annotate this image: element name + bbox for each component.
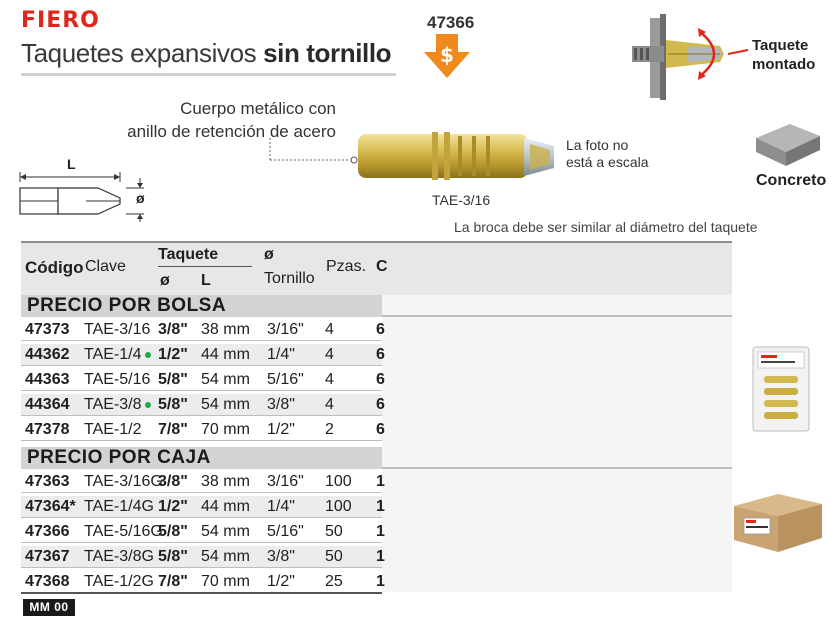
section-divider [382, 315, 732, 317]
product-code [25, 419, 70, 441]
header-clave: Clave [85, 258, 126, 275]
cut-off-value-text: 1 [376, 473, 385, 490]
product-clave-text: TAE-3/8G [84, 548, 154, 565]
product-code [25, 521, 70, 543]
anchor-diameter-text: 5/8" [158, 523, 188, 540]
pieces-count-text: 2 [325, 421, 334, 438]
header-length: L [201, 272, 211, 289]
anchor-length [201, 471, 250, 493]
title-bold: sin tornillo [263, 38, 392, 68]
table-row [21, 496, 385, 518]
table-row [21, 319, 385, 341]
body-callout-line2: anillo de retención de acero [127, 122, 336, 141]
anchor-length-text: 38 mm [201, 321, 250, 338]
anchor-length-text: 38 mm [201, 473, 250, 490]
screw-diameter-text: 3/8" [267, 548, 295, 565]
header-code: Código [25, 258, 84, 277]
anchor-diameter [158, 369, 188, 391]
anchor-diameter [158, 319, 188, 341]
anchor-photo [268, 122, 568, 184]
screw-diameter-text: 3/16" [267, 473, 304, 490]
product-code [25, 471, 70, 493]
pieces-count-text: 50 [325, 523, 343, 540]
cut-off-value [376, 471, 385, 493]
anchor-length-text: 44 mm [201, 346, 250, 363]
table-row [21, 419, 385, 441]
product-code [25, 369, 70, 391]
svg-text:$: $ [440, 43, 454, 67]
product-clave-text: TAE-5/16G [84, 523, 163, 540]
anchor-diameter-text: 1/2" [158, 346, 188, 363]
anchor-diameter [158, 471, 188, 493]
product-clave [84, 369, 150, 391]
anchor-length [201, 319, 250, 341]
table-row [21, 344, 385, 366]
anchor-diameter [158, 521, 188, 543]
anchor-length-text: 70 mm [201, 421, 250, 438]
screw-diameter-text: 1/2" [267, 421, 295, 438]
anchor-length [201, 496, 250, 518]
table-row [21, 471, 385, 493]
header-diameter: ø [160, 272, 170, 289]
pieces-count-text: 100 [325, 498, 352, 515]
product-code-text: 47363 [25, 473, 70, 490]
pieces-count-text: 4 [325, 396, 334, 413]
section-divider [382, 467, 732, 469]
availability-dot-icon [145, 402, 151, 408]
title-regular: Taquetes expansivos [21, 38, 264, 68]
product-code-text: 44363 [25, 371, 70, 388]
anchor-length-text: 70 mm [201, 573, 250, 590]
concrete-label: Concreto [756, 172, 827, 189]
promo-code: 47366 [427, 13, 475, 32]
pieces-count [325, 419, 334, 441]
product-clave-text: TAE-1/2 [84, 421, 142, 438]
anchor-diameter-text: 3/8" [158, 473, 188, 490]
anchor-diameter-text: 1/2" [158, 498, 188, 515]
product-clave [84, 344, 151, 366]
product-code [25, 319, 70, 341]
product-clave-text: TAE-1/2G [84, 573, 154, 590]
cut-off-value [376, 496, 385, 518]
screw-diameter [267, 571, 295, 593]
price-arrow-icon [424, 34, 470, 78]
anchor-length-text: 54 mm [201, 548, 250, 565]
header-taquete-rule [158, 266, 252, 267]
product-code-text: 47366 [25, 523, 70, 540]
anchor-length [201, 546, 250, 568]
page-tag: MM 00 [23, 599, 75, 616]
product-clave [84, 546, 154, 568]
anchor-diameter [158, 394, 188, 416]
header-taquete: Taquete [158, 246, 219, 263]
cut-off-value [376, 344, 385, 366]
screw-diameter-text: 3/8" [267, 396, 295, 413]
product-code-text: 47368 [25, 573, 70, 590]
header-screw: Tornillo [264, 270, 315, 287]
table-bottom-rule [21, 592, 382, 594]
cut-off-value-text: 6 [376, 346, 385, 363]
pieces-count-text: 4 [325, 346, 334, 363]
mounted-anchor-illustration [628, 10, 748, 100]
pieces-count [325, 571, 343, 593]
anchor-length [201, 521, 250, 543]
product-clave [84, 571, 154, 593]
pieces-count [325, 471, 352, 493]
screw-diameter [267, 521, 304, 543]
pieces-count [325, 369, 334, 391]
screw-diameter [267, 546, 295, 568]
availability-dot-icon [145, 352, 151, 358]
pieces-count-text: 100 [325, 473, 352, 490]
cut-off-value-text: 1 [376, 548, 385, 565]
anchor-length [201, 394, 250, 416]
photo-note-line2: está a escala [566, 154, 649, 170]
anchor-length-text: 54 mm [201, 523, 250, 540]
header-cut: C [376, 258, 388, 275]
pieces-count [325, 394, 334, 416]
pieces-count-text: 50 [325, 548, 343, 565]
cut-off-value [376, 546, 385, 568]
photo-note-line1: La foto no [566, 137, 629, 153]
cut-off-value-text: 6 [376, 371, 385, 388]
brand-logo: FIERO [21, 8, 100, 33]
anchor-length-text: 54 mm [201, 371, 250, 388]
anchor-diameter-text: 5/8" [158, 371, 188, 388]
product-code-text: 47364* [25, 498, 76, 515]
photo-model-label: TAE-3/16 [432, 192, 491, 208]
cut-off-value-text: 6 [376, 421, 385, 438]
screw-diameter [267, 394, 295, 416]
screw-diameter [267, 471, 304, 493]
mounted-label [752, 36, 815, 74]
header-pieces: Pzas. [326, 258, 367, 275]
anchor-diameter-text: 3/8" [158, 321, 188, 338]
table-row [21, 571, 385, 593]
dimension-diagram [16, 154, 166, 224]
product-code [25, 344, 70, 366]
screw-diameter-text: 1/4" [267, 346, 295, 363]
drill-note: La broca debe ser similar al diámetro del taquete [454, 219, 758, 235]
table-row [21, 369, 385, 391]
table-row [21, 546, 385, 568]
mounted-label-line2: montado [752, 56, 816, 73]
table-row [21, 394, 385, 416]
pieces-count [325, 521, 343, 543]
cut-off-value [376, 319, 385, 341]
anchor-diameter [158, 546, 188, 568]
anchor-diameter-text: 7/8" [158, 573, 188, 590]
table-row [21, 521, 385, 543]
screw-diameter-text: 1/4" [267, 498, 295, 515]
product-code [25, 496, 76, 518]
product-clave-text: TAE-3/8 [84, 396, 142, 413]
screw-diameter-text: 1/2" [267, 573, 295, 590]
product-clave-text: TAE-1/4 [84, 346, 142, 363]
pieces-count [325, 496, 352, 518]
product-code-text: 47373 [25, 321, 70, 338]
box-package-photo [732, 490, 824, 554]
anchor-diameter [158, 571, 188, 593]
concrete-block-icon [754, 116, 822, 168]
cut-off-value-text: 1 [376, 498, 385, 515]
anchor-length-text: 54 mm [201, 396, 250, 413]
pieces-count [325, 344, 334, 366]
product-code-text: 47367 [25, 548, 70, 565]
anchor-diameter [158, 496, 188, 518]
cut-off-value [376, 369, 385, 391]
product-code [25, 571, 70, 593]
screw-diameter [267, 319, 304, 341]
anchor-length [201, 419, 250, 441]
dimension-length-label: L [67, 156, 76, 172]
cut-off-value-text: 1 [376, 573, 385, 590]
screw-diameter-text: 5/16" [267, 523, 304, 540]
anchor-diameter [158, 419, 188, 441]
product-clave-text: TAE-3/16G [84, 473, 163, 490]
table-price-area [382, 295, 732, 592]
screw-diameter [267, 419, 295, 441]
product-clave-text: TAE-5/16 [84, 371, 151, 388]
product-clave [84, 496, 154, 518]
anchor-length [201, 369, 250, 391]
screw-diameter-text: 3/16" [267, 321, 304, 338]
anchor-diameter-text: 7/8" [158, 421, 188, 438]
product-clave-text: TAE-3/16 [84, 321, 151, 338]
cut-off-value [376, 571, 385, 593]
product-clave-text: TAE-1/4G [84, 498, 154, 515]
product-clave [84, 471, 163, 493]
screw-diameter [267, 369, 304, 391]
mounted-label-line1: Taquete [752, 37, 809, 54]
cut-off-value [376, 419, 385, 441]
title-underline [21, 73, 396, 76]
section-title: PRECIO POR BOLSA [21, 295, 382, 317]
pieces-count-text: 25 [325, 573, 343, 590]
product-clave [84, 419, 142, 441]
cut-off-value [376, 521, 385, 543]
anchor-length [201, 571, 250, 593]
dimension-diameter-label: ø [136, 190, 145, 206]
section-title: PRECIO POR CAJA [21, 447, 382, 469]
screw-diameter [267, 344, 295, 366]
product-code-text: 47378 [25, 421, 70, 438]
product-clave [84, 319, 150, 341]
pieces-count [325, 546, 343, 568]
product-code [25, 394, 70, 416]
bag-package-photo [752, 346, 810, 432]
anchor-diameter-text: 5/8" [158, 396, 188, 413]
body-callout-line1: Cuerpo metálico con [180, 99, 336, 118]
cut-off-value [376, 394, 385, 416]
product-code [25, 546, 70, 568]
cut-off-value-text: 1 [376, 523, 385, 540]
pieces-count-text: 4 [325, 321, 334, 338]
product-code-text: 44362 [25, 346, 70, 363]
product-clave [84, 394, 151, 416]
pieces-count-text: 4 [325, 371, 334, 388]
cut-off-value-text: 6 [376, 321, 385, 338]
anchor-length [201, 344, 250, 366]
product-code-text: 44364 [25, 396, 70, 413]
anchor-diameter-text: 5/8" [158, 548, 188, 565]
header-screw-symbol: ø [264, 246, 274, 263]
screw-diameter-text: 5/16" [267, 371, 304, 388]
anchor-diameter [158, 344, 188, 366]
page-title [21, 38, 391, 69]
screw-diameter [267, 496, 295, 518]
anchor-length-text: 44 mm [201, 498, 250, 515]
cut-off-value-text: 6 [376, 396, 385, 413]
pieces-count [325, 319, 334, 341]
photo-scale-note [566, 137, 649, 171]
product-clave [84, 521, 163, 543]
